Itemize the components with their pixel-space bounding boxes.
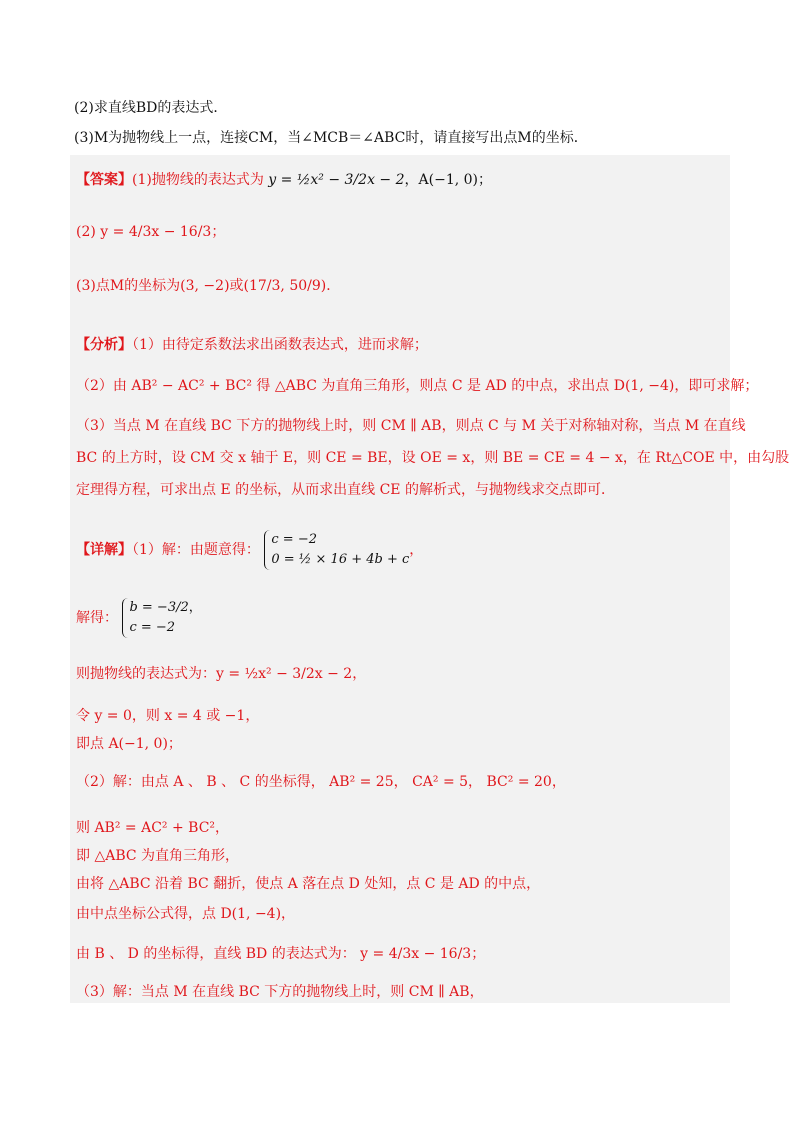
analysis-line-3: （3）当点 M 在直线 BC 下方的抛物线上时，则 CM ∥ AB，则点 C 与 M 关于对称轴对称，当点 M 在直线 — [76, 418, 746, 434]
equation-system-1 — [264, 530, 409, 570]
detail-text-1: （1）解：由题意得： — [132, 542, 260, 558]
system-1-eq-b: 0 = ½ × 16 + 4b + c — [271, 552, 410, 567]
analysis-label: 【分析】 — [76, 337, 132, 353]
system-1-eq-a: c = −2 — [271, 532, 317, 547]
answer-line-2: (2) y = 4/3x − 16/3； — [76, 224, 226, 240]
detail-text-2: 解得： — [76, 610, 118, 626]
detail-line-11: 由 B 、 D 的坐标得，直线 BD 的表达式为： y = 4/3x − 16/3； — [76, 946, 486, 962]
analysis-line-5: 定理得方程，可求出点 E 的坐标，从而求出直线 CE 的解析式，与抛物线求交点即可． — [76, 482, 615, 498]
detail-line-5: 即点 A(−1, 0)； — [76, 736, 182, 752]
analysis-line-2: （2）由 AB² − AC² + BC² 得 △ABC 为直角三角形，则点 C 是 AD 的中点，求出点 D(1, −4)，即可求解； — [76, 378, 759, 394]
detail-line-7: 则 AB² = AC² + BC²， — [76, 820, 230, 836]
answer-line-3: (3)点M的坐标为(3, −2)或(17/3, 50/9)． — [76, 278, 341, 294]
system-2-eq-b: c = −2 — [129, 620, 176, 635]
detail-label: 【详解】 — [76, 542, 132, 558]
equation-system-2: b = −3/2， c = −2 — [122, 598, 201, 638]
detail-line-4: 令 y = 0，则 x = 4 或 −1， — [76, 708, 260, 724]
detail-line-12: （3）解：当点 M 在直线 BC 下方的抛物线上时，则 CM ∥ AB， — [76, 984, 484, 1000]
analysis-line-1 — [76, 335, 428, 355]
analysis-line-4: BC 的上方时，设 CM 交 x 轴于 E，则 CE = BE，设 OE = x，则 BE = CE = 4 − x，在 Rt△COE 中，由勾股 — [76, 450, 790, 466]
answer-line-1 — [76, 170, 492, 190]
answer-1-expression: y = ½x² − 3/2x − 2 — [268, 172, 405, 188]
system-2-eq-a: b = −3/2 — [129, 600, 189, 615]
question-3: (3)M为抛物线上一点，连接CM，当∠MCB＝∠ABC时，请直接写出点M的坐标． — [74, 130, 588, 146]
detail-line-8: 即 △ABC 为直角三角形， — [76, 848, 240, 864]
detail-line-9: 由将 △ABC 沿着 BC 翻折，使点 A 落在点 D 处知，点 C 是 AD 的中点， — [76, 876, 541, 892]
question-2: (2)求直线BD的表达式． — [74, 100, 228, 116]
analysis-text-1: （1）由待定系数法求出函数表达式，进而求解； — [132, 337, 428, 353]
detail-line-6: （2）解：由点 A 、 B 、 C 的坐标得， AB² = 25， CA² = 5， BC² = 20， — [76, 774, 566, 790]
detail-line-3: 则抛物线的表达式为：y = ½x² − 3/2x − 2， — [76, 666, 367, 682]
answer-1-text: (1)抛物线的表达式为 — [132, 172, 264, 188]
detail-line-1: 【详解】（1）解：由题意得： c = −2 0 = ½ × 16 + 4b + c， — [76, 530, 423, 570]
answer-label: 【答案】 — [76, 172, 132, 188]
answer-1-point: ，A(−1, 0)； — [404, 172, 492, 188]
detail-line-10: 由中点坐标公式得，点 D(1, −4)， — [76, 906, 296, 922]
detail-line-2 — [76, 598, 202, 638]
